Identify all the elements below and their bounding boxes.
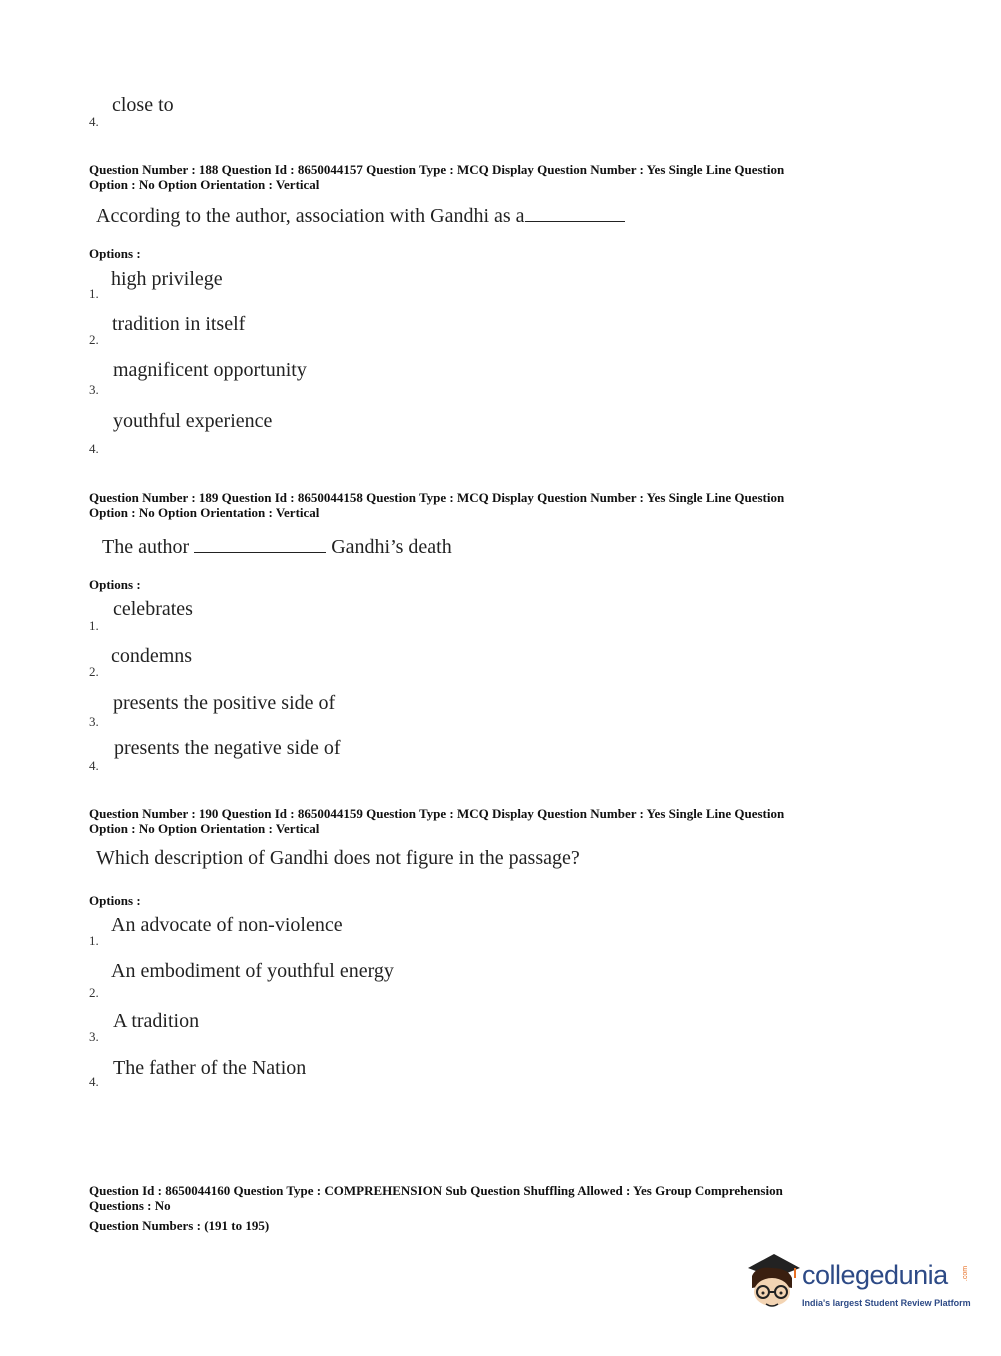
option-number: 2. xyxy=(89,664,99,679)
collegedunia-logo xyxy=(742,1248,972,1316)
question-meta-line1: Question Number : 188 Question Id : 8650044157 Question Type : MCQ Display Question Number : Yes Single Line Question xyxy=(89,162,785,177)
question-text-before: According to the author, association with Gandhi as a xyxy=(96,205,525,227)
prev-option-number: 4. xyxy=(89,114,99,129)
question-text xyxy=(96,203,625,228)
option-number: 1. xyxy=(89,933,99,948)
option-text: magnificent opportunity xyxy=(113,359,307,381)
question-meta-line2: Option : No Option Orientation : Vertical xyxy=(89,821,320,836)
option-text: An embodiment of youthful energy xyxy=(111,960,394,982)
comprehension-meta-line2: Questions : No xyxy=(89,1198,171,1213)
option-number: 1. xyxy=(89,618,99,633)
option-number: 1. xyxy=(89,286,99,301)
option-number: 3. xyxy=(89,714,99,729)
question-meta-line1: Question Number : 189 Question Id : 8650044158 Question Type : MCQ Display Question Number : Yes Single Line Question xyxy=(89,490,785,505)
logo-wordmark: collegedunia xyxy=(802,1260,948,1290)
question-meta xyxy=(89,806,909,836)
options-label: Options : xyxy=(89,246,141,261)
option-text: youthful experience xyxy=(113,410,273,432)
prev-option-text: close to xyxy=(112,94,174,116)
answer-blank xyxy=(194,534,326,553)
option-text: tradition in itself xyxy=(112,313,246,335)
option-number: 4. xyxy=(89,758,99,773)
option-text: presents the positive side of xyxy=(113,692,336,714)
comprehension-meta xyxy=(89,1183,909,1213)
question-meta-line2: Option : No Option Orientation : Vertical xyxy=(89,505,320,520)
option-number: 3. xyxy=(89,382,99,397)
comprehension-meta-line1: Question Id : 8650044160 Question Type : COMPREHENSION Sub Question Shuffling Allowed : Yes Group Comprehension xyxy=(89,1183,783,1198)
option-number: 3. xyxy=(89,1029,99,1044)
option-text: condemns xyxy=(111,645,193,667)
question-meta-line1: Question Number : 190 Question Id : 8650044159 Question Type : MCQ Display Question Number : Yes Single Line Question xyxy=(89,806,785,821)
option-number: 2. xyxy=(89,985,99,1000)
option-number: 4. xyxy=(89,1074,99,1089)
comprehension-question-numbers: Question Numbers : (191 to 195) xyxy=(89,1218,270,1233)
question-meta xyxy=(89,162,909,192)
option-text: The father of the Nation xyxy=(113,1057,307,1079)
option-text: A tradition xyxy=(113,1010,200,1032)
option-text: celebrates xyxy=(113,598,193,620)
question-text xyxy=(96,847,580,870)
question-meta xyxy=(89,490,909,520)
logo-suffix: .com xyxy=(962,1265,970,1282)
question-text-before: The author xyxy=(102,536,190,558)
option-number: 2. xyxy=(89,332,99,347)
options-label: Options : xyxy=(89,893,141,908)
question-meta-line2: Option : No Option Orientation : Vertical xyxy=(89,177,320,192)
question-text xyxy=(102,534,452,559)
mascot-icon xyxy=(742,1248,802,1318)
option-number: 4. xyxy=(89,441,99,456)
question-text-before: Which description of Gandhi does not figure in the passage? xyxy=(96,847,580,869)
option-text: high privilege xyxy=(111,268,223,290)
question-text-after: Gandhi’s death xyxy=(331,536,452,558)
answer-blank xyxy=(525,203,625,222)
option-text: presents the negative side of xyxy=(114,737,341,759)
logo-tagline: India's largest Student Review Platform xyxy=(802,1298,971,1308)
options-label: Options : xyxy=(89,577,141,592)
option-text: An advocate of non-violence xyxy=(111,914,343,936)
